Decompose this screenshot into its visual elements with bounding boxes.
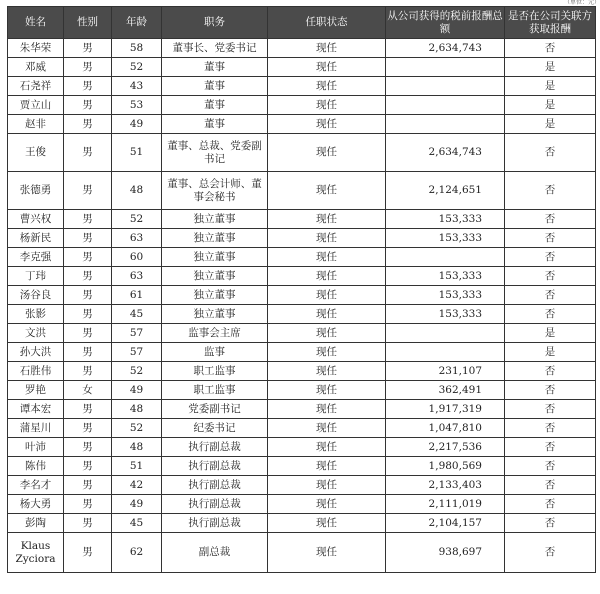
cell-name: 赵非 — [8, 115, 64, 134]
cell-gender: 男 — [64, 267, 112, 286]
cell-status: 现任 — [268, 229, 386, 248]
cell-age: 60 — [112, 248, 162, 267]
table-row — [8, 229, 596, 248]
cell-age: 63 — [112, 229, 162, 248]
cell-position: 独立董事 — [162, 210, 268, 229]
cell-gender: 男 — [64, 495, 112, 514]
cell-age: 52 — [112, 58, 162, 77]
cell-related: 否 — [505, 39, 596, 58]
cell-related: 否 — [505, 134, 596, 172]
cell-related: 否 — [505, 514, 596, 533]
cell-position: 职工监事 — [162, 362, 268, 381]
cell-status: 现任 — [268, 476, 386, 495]
cell-status: 现任 — [268, 248, 386, 267]
cell-position: 独立董事 — [162, 286, 268, 305]
table-row — [8, 381, 596, 400]
cell-age: 48 — [112, 400, 162, 419]
cell-age: 51 — [112, 134, 162, 172]
cell-position: 执行副总裁 — [162, 476, 268, 495]
cell-age: 52 — [112, 362, 162, 381]
cell-age: 57 — [112, 343, 162, 362]
cell-status: 现任 — [268, 172, 386, 210]
cell-related: 否 — [505, 381, 596, 400]
cell-position: 董事长、党委书记 — [162, 39, 268, 58]
header-related: 是否在公司关联方获取报酬 — [505, 7, 596, 39]
cell-age: 58 — [112, 39, 162, 58]
cell-position: 独立董事 — [162, 305, 268, 324]
cell-age: 48 — [112, 172, 162, 210]
table-row — [8, 400, 596, 419]
cell-status: 现任 — [268, 419, 386, 438]
cell-gender: 男 — [64, 343, 112, 362]
cell-gender: 男 — [64, 457, 112, 476]
cell-status: 现任 — [268, 381, 386, 400]
cell-position: 执行副总裁 — [162, 438, 268, 457]
table-row — [8, 514, 596, 533]
cell-name: 石胜伟 — [8, 362, 64, 381]
cell-age: 52 — [112, 210, 162, 229]
cell-gender: 男 — [64, 476, 112, 495]
cell-name: 孙大洪 — [8, 343, 64, 362]
table-row — [8, 438, 596, 457]
table-row — [8, 533, 596, 573]
cell-status: 现任 — [268, 400, 386, 419]
cell-related: 否 — [505, 495, 596, 514]
cell-age: 42 — [112, 476, 162, 495]
cell-position: 董事、总裁、党委副书记 — [162, 134, 268, 172]
cell-related: 是 — [505, 96, 596, 115]
cell-related: 否 — [505, 305, 596, 324]
table-row — [8, 58, 596, 77]
cell-name: 张德勇 — [8, 172, 64, 210]
cell-name: 李名才 — [8, 476, 64, 495]
cell-status: 现任 — [268, 457, 386, 476]
cell-status: 现任 — [268, 362, 386, 381]
cell-status: 现任 — [268, 39, 386, 58]
cell-pay: 153,333 — [386, 229, 505, 248]
cell-gender: 男 — [64, 134, 112, 172]
table-row — [8, 476, 596, 495]
cell-status: 现任 — [268, 134, 386, 172]
table-row — [8, 362, 596, 381]
cell-position: 董事 — [162, 77, 268, 96]
cell-age: 62 — [112, 533, 162, 573]
cell-position: 董事 — [162, 115, 268, 134]
cell-age: 49 — [112, 381, 162, 400]
cell-name: 文洪 — [8, 324, 64, 343]
cell-status: 现任 — [268, 514, 386, 533]
cell-gender: 男 — [64, 286, 112, 305]
header-status: 任职状态 — [268, 7, 386, 39]
cell-position: 董事 — [162, 58, 268, 77]
cell-name: 朱华荣 — [8, 39, 64, 58]
cell-status: 现任 — [268, 305, 386, 324]
cell-name: 陈伟 — [8, 457, 64, 476]
cell-position: 执行副总裁 — [162, 495, 268, 514]
cell-name: 丁玮 — [8, 267, 64, 286]
cell-position: 党委副书记 — [162, 400, 268, 419]
cell-status: 现任 — [268, 286, 386, 305]
table-row — [8, 343, 596, 362]
cell-pay: 2,634,743 — [386, 39, 505, 58]
cell-name: 王俊 — [8, 134, 64, 172]
cell-position: 董事 — [162, 96, 268, 115]
header-position: 职务 — [162, 7, 268, 39]
cell-related: 否 — [505, 229, 596, 248]
cell-status: 现任 — [268, 343, 386, 362]
cell-age: 49 — [112, 115, 162, 134]
cell-gender: 男 — [64, 324, 112, 343]
cell-pay: 153,333 — [386, 210, 505, 229]
cell-status: 现任 — [268, 267, 386, 286]
cell-gender: 男 — [64, 229, 112, 248]
cell-pay: 1,980,569 — [386, 457, 505, 476]
cell-pay: 1,917,319 — [386, 400, 505, 419]
table-row — [8, 134, 596, 172]
cell-pay — [386, 77, 505, 96]
cell-gender: 女 — [64, 381, 112, 400]
cell-pay: 2,104,157 — [386, 514, 505, 533]
cell-age: 53 — [112, 96, 162, 115]
cell-name: 石尧祥 — [8, 77, 64, 96]
cell-pay: 231,107 — [386, 362, 505, 381]
table-row — [8, 39, 596, 58]
table-row — [8, 495, 596, 514]
cell-gender: 男 — [64, 96, 112, 115]
cell-name: Klaus Zyciora — [8, 533, 64, 573]
cell-position: 监事 — [162, 343, 268, 362]
cell-gender: 男 — [64, 400, 112, 419]
cell-pay: 2,111,019 — [386, 495, 505, 514]
table-row — [8, 210, 596, 229]
cell-age: 61 — [112, 286, 162, 305]
table-row — [8, 305, 596, 324]
unit-note: （单位：元） — [564, 0, 600, 6]
cell-age: 48 — [112, 438, 162, 457]
cell-pay: 153,333 — [386, 305, 505, 324]
cell-age: 52 — [112, 419, 162, 438]
cell-status: 现任 — [268, 495, 386, 514]
cell-gender: 男 — [64, 438, 112, 457]
cell-related: 是 — [505, 343, 596, 362]
cell-gender: 男 — [64, 305, 112, 324]
cell-name: 杨大勇 — [8, 495, 64, 514]
cell-name: 罗艳 — [8, 381, 64, 400]
cell-position: 董事、总会计师、董事会秘书 — [162, 172, 268, 210]
cell-position: 独立董事 — [162, 229, 268, 248]
cell-related: 是 — [505, 324, 596, 343]
cell-related: 否 — [505, 419, 596, 438]
cell-position: 独立董事 — [162, 248, 268, 267]
cell-pay — [386, 343, 505, 362]
cell-gender: 男 — [64, 514, 112, 533]
cell-related: 否 — [505, 533, 596, 573]
cell-related: 否 — [505, 267, 596, 286]
table-row — [8, 115, 596, 134]
header-gender: 性别 — [64, 7, 112, 39]
cell-age: 43 — [112, 77, 162, 96]
table-row — [8, 172, 596, 210]
cell-name: 谭本宏 — [8, 400, 64, 419]
cell-pay — [386, 58, 505, 77]
table-row — [8, 96, 596, 115]
cell-status: 现任 — [268, 58, 386, 77]
cell-gender: 男 — [64, 533, 112, 573]
cell-related: 否 — [505, 476, 596, 495]
cell-related: 否 — [505, 286, 596, 305]
cell-pay: 2,133,403 — [386, 476, 505, 495]
table-row — [8, 267, 596, 286]
cell-name: 杨新民 — [8, 229, 64, 248]
header-row — [8, 7, 596, 39]
cell-name: 蒲星川 — [8, 419, 64, 438]
cell-pay — [386, 324, 505, 343]
cell-pay — [386, 96, 505, 115]
cell-position: 执行副总裁 — [162, 514, 268, 533]
cell-gender: 男 — [64, 210, 112, 229]
cell-name: 曹兴权 — [8, 210, 64, 229]
table-row — [8, 77, 596, 96]
cell-pay: 153,333 — [386, 286, 505, 305]
cell-position: 副总裁 — [162, 533, 268, 573]
cell-related: 否 — [505, 438, 596, 457]
cell-related: 否 — [505, 400, 596, 419]
cell-gender: 男 — [64, 58, 112, 77]
cell-status: 现任 — [268, 533, 386, 573]
cell-gender: 男 — [64, 172, 112, 210]
cell-related: 否 — [505, 248, 596, 267]
table-row — [8, 286, 596, 305]
cell-position: 执行副总裁 — [162, 457, 268, 476]
table-row — [8, 324, 596, 343]
cell-pay: 2,217,536 — [386, 438, 505, 457]
cell-status: 现任 — [268, 324, 386, 343]
cell-status: 现任 — [268, 438, 386, 457]
cell-pay: 1,047,810 — [386, 419, 505, 438]
cell-pay: 153,333 — [386, 267, 505, 286]
cell-name: 叶沛 — [8, 438, 64, 457]
cell-pay: 938,697 — [386, 533, 505, 573]
cell-gender: 男 — [64, 362, 112, 381]
cell-status: 现任 — [268, 96, 386, 115]
cell-related: 否 — [505, 362, 596, 381]
cell-age: 45 — [112, 514, 162, 533]
table-row — [8, 419, 596, 438]
cell-age: 49 — [112, 495, 162, 514]
cell-gender: 男 — [64, 115, 112, 134]
cell-status: 现任 — [268, 115, 386, 134]
cell-name: 张影 — [8, 305, 64, 324]
cell-gender: 男 — [64, 419, 112, 438]
cell-related: 否 — [505, 457, 596, 476]
cell-position: 纪委书记 — [162, 419, 268, 438]
cell-status: 现任 — [268, 77, 386, 96]
cell-pay: 2,634,743 — [386, 134, 505, 172]
cell-position: 监事会主席 — [162, 324, 268, 343]
header-pay: 从公司获得的税前报酬总额 — [386, 7, 505, 39]
table-row — [8, 457, 596, 476]
cell-related: 是 — [505, 115, 596, 134]
cell-pay — [386, 115, 505, 134]
compensation-table — [7, 6, 596, 573]
cell-age: 63 — [112, 267, 162, 286]
cell-position: 独立董事 — [162, 267, 268, 286]
cell-pay: 2,124,651 — [386, 172, 505, 210]
cell-position: 职工监事 — [162, 381, 268, 400]
cell-related: 否 — [505, 172, 596, 210]
cell-gender: 男 — [64, 77, 112, 96]
cell-name: 李克强 — [8, 248, 64, 267]
cell-gender: 男 — [64, 248, 112, 267]
header-age: 年龄 — [112, 7, 162, 39]
header-name: 姓名 — [8, 7, 64, 39]
cell-pay — [386, 248, 505, 267]
cell-name: 汤谷良 — [8, 286, 64, 305]
cell-name: 彭陶 — [8, 514, 64, 533]
table-row — [8, 248, 596, 267]
cell-related: 是 — [505, 58, 596, 77]
cell-name: 贾立山 — [8, 96, 64, 115]
cell-pay: 362,491 — [386, 381, 505, 400]
cell-gender: 男 — [64, 39, 112, 58]
cell-name: 邓威 — [8, 58, 64, 77]
cell-age: 45 — [112, 305, 162, 324]
cell-age: 51 — [112, 457, 162, 476]
table-body — [8, 39, 596, 573]
cell-status: 现任 — [268, 210, 386, 229]
cell-related: 是 — [505, 77, 596, 96]
cell-related: 否 — [505, 210, 596, 229]
cell-age: 57 — [112, 324, 162, 343]
